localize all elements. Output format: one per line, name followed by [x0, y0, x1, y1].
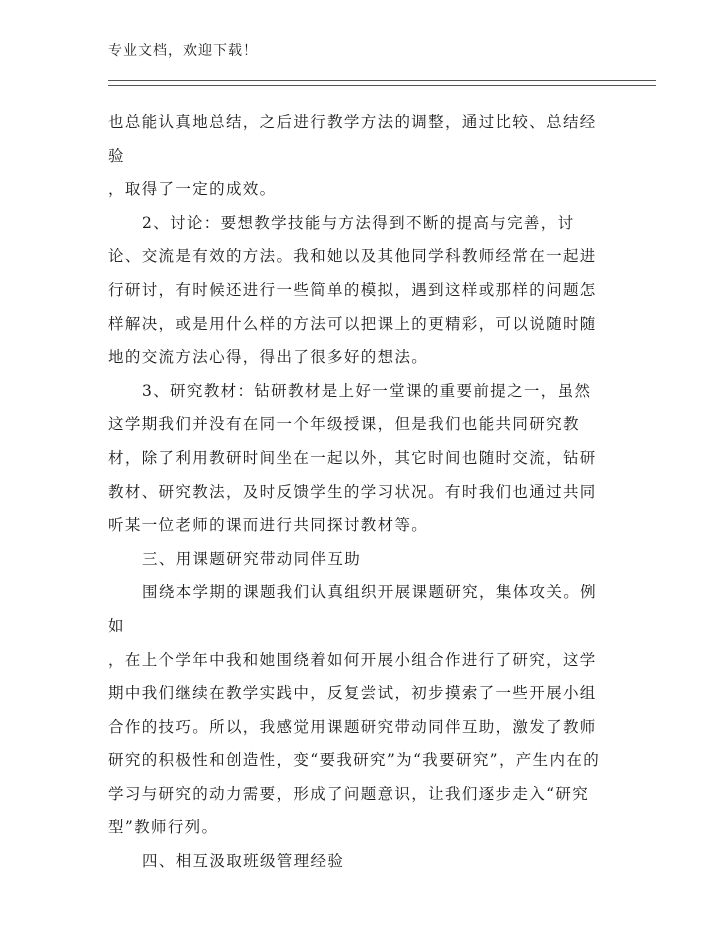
- paragraph-discussion: 2、讨论：要想教学技能与方法得到不断的提高与完善，讨论、交流是有效的方法。我和她以及其他同学科教师经常在一起进行研讨，有时候还进行一些简单的模拟，遇到这样或那样的问题怎样解决，或是用什么样的方法可以把课上的更精彩，可以说随时随地的交流方法心得，得出了很多好的想法。: [108, 213, 597, 367]
- section-heading-4: 四、相互汲取班级管理经验: [142, 852, 345, 871]
- section-heading-3: 三、用课题研究带动同伴互助: [142, 549, 362, 568]
- header-divider: [108, 80, 656, 86]
- page-header: 专业文档，欢迎下载！: [108, 43, 258, 59]
- document-body: [108, 106, 608, 879]
- paragraph-research-rest: ，在上个学年中我和她围绕着如何开展小组合作进行了研究，这学期中我们继续在教学实践中，反复尝试，初步摸索了一些开展小组合作的技巧。所以，我感觉用课题研究带动同伴互助，激发了教师研究的积极性和创造性，变“要我研究”为“我要研究”，产生内在的学习与研究的动力需要，形成了问题意识，让我们逐步走入“研究型”教师行列。: [108, 650, 601, 837]
- paragraph-1-line-2: ，取得了一定的成效。: [108, 180, 277, 199]
- paragraph-1-line-1: 也总能认真地总结，之后进行教学方法的调整，通过比较、总结经验: [108, 113, 597, 165]
- paragraph-study-materials: 3、研究教材：钻研教材是上好一堂课的重要前提之一，虽然这学期我们并没有在同一个年级授课，但是我们也能共同研究教材，除了利用教研时间坐在一起以外，其它时间也随时交流，钻研教材、研究教法，及时反馈学生的学习状况。有时我们也通过共同听某一位老师的课而进行共同探讨教材等。: [108, 381, 597, 535]
- paragraph-research-line-1: 围绕本学期的课题我们认真组织开展课题研究，集体攻关。例如: [108, 583, 597, 635]
